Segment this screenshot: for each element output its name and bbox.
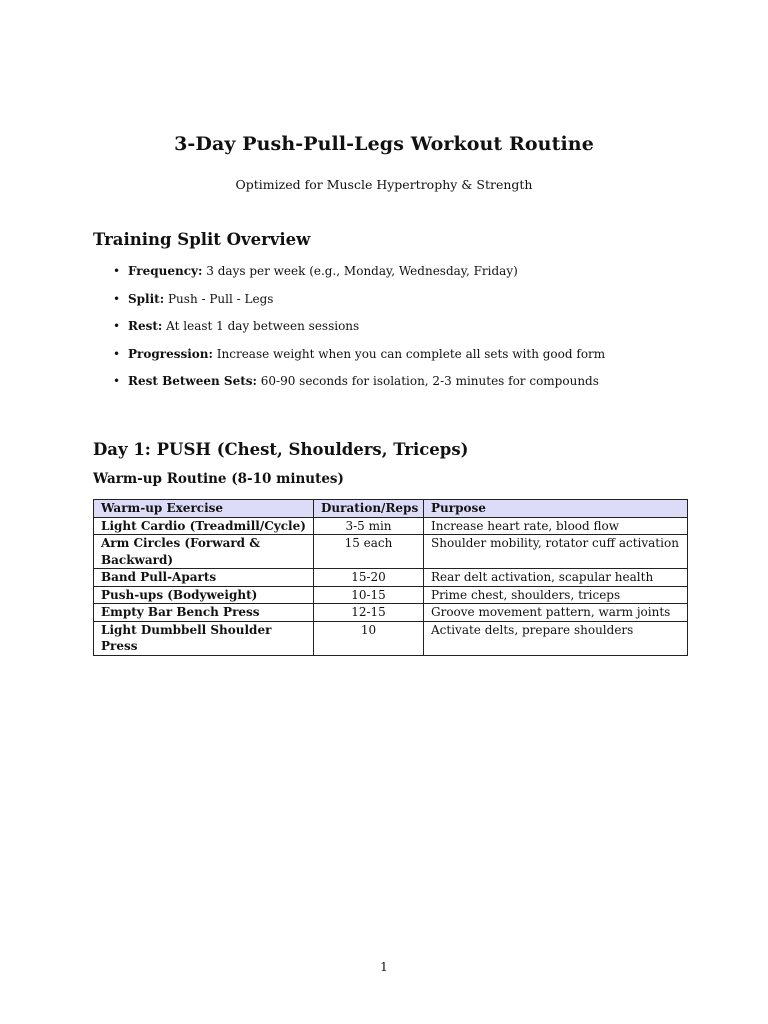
- warmup-table: [93, 499, 688, 656]
- cell-duration: 3-5 min: [314, 517, 424, 535]
- cell-purpose: Increase heart rate, blood flow: [424, 517, 688, 535]
- table-row: [94, 517, 688, 535]
- list-item-text: 60-90 seconds for isolation, 2-3 minutes for compounds: [260, 374, 599, 389]
- document-title: 3-Day Push-Pull-Legs Workout Routine: [174, 133, 594, 155]
- document-subtitle: Optimized for Muscle Hypertrophy & Strength: [235, 177, 533, 192]
- section-heading-overview: Training Split Overview: [93, 230, 311, 249]
- page-number: 1: [380, 960, 388, 974]
- section-heading-day1: Day 1: PUSH (Chest, Shoulders, Triceps): [93, 440, 469, 459]
- list-item-label: Rest:: [128, 319, 163, 334]
- cell-exercise: Empty Bar Bench Press: [94, 604, 314, 622]
- cell-exercise: Light Cardio (Treadmill/Cycle): [94, 517, 314, 535]
- cell-exercise: Band Pull-Aparts: [94, 569, 314, 587]
- list-item-label: Frequency:: [128, 264, 203, 278]
- column-header-exercise: Warm-up Exercise: [94, 500, 314, 518]
- cell-duration: 12-15: [314, 604, 424, 622]
- list-item: [113, 346, 605, 374]
- list-item-label: Rest Between Sets:: [128, 374, 257, 389]
- list-item-label: Progression:: [128, 346, 213, 361]
- cell-purpose: Shoulder mobility, rotator cuff activation: [424, 535, 688, 569]
- list-item: [113, 263, 605, 291]
- table-row: [94, 586, 688, 604]
- bullet-icon: •: [113, 319, 121, 334]
- column-header-purpose: Purpose: [424, 500, 688, 518]
- table-row: [94, 621, 688, 655]
- table-row: [94, 604, 688, 622]
- list-item-text: Push - Pull - Legs: [167, 291, 274, 306]
- cell-purpose: Rear delt activation, scapular health: [424, 569, 688, 587]
- cell-purpose: Prime chest, shoulders, triceps: [424, 586, 688, 604]
- cell-exercise: Light Dumbbell Shoulder Press: [94, 621, 314, 655]
- list-item-text: At least 1 day between sessions: [166, 319, 360, 334]
- cell-duration: 15-20: [314, 569, 424, 587]
- list-item-label: Split:: [128, 291, 165, 306]
- list-item: [113, 318, 605, 346]
- cell-duration: 10: [314, 621, 424, 655]
- table-row: [94, 569, 688, 587]
- list-item-text: 3 days per week (e.g., Monday, Wednesday, Friday): [206, 264, 518, 278]
- list-item-text: Increase weight when you can complete all sets with good form: [216, 346, 606, 361]
- cell-exercise: Push-ups (Bodyweight): [94, 586, 314, 604]
- list-item: [113, 291, 605, 319]
- overview-list: [113, 263, 605, 401]
- cell-purpose: Activate delts, prepare shoulders: [424, 621, 688, 655]
- subsection-heading-warmup: Warm-up Routine (8-10 minutes): [93, 471, 344, 487]
- bullet-icon: •: [113, 264, 121, 278]
- bullet-icon: •: [113, 374, 121, 389]
- cell-exercise: Arm Circles (Forward & Backward): [94, 535, 314, 569]
- cell-duration: 10-15: [314, 586, 424, 604]
- bullet-icon: •: [113, 291, 121, 306]
- column-header-duration: Duration/Reps: [314, 500, 424, 518]
- cell-purpose: Groove movement pattern, warm joints: [424, 604, 688, 622]
- table-row: [94, 535, 688, 569]
- list-item: [113, 373, 605, 401]
- cell-duration: 15 each: [314, 535, 424, 569]
- table-header-row: [94, 500, 688, 518]
- bullet-icon: •: [113, 346, 121, 361]
